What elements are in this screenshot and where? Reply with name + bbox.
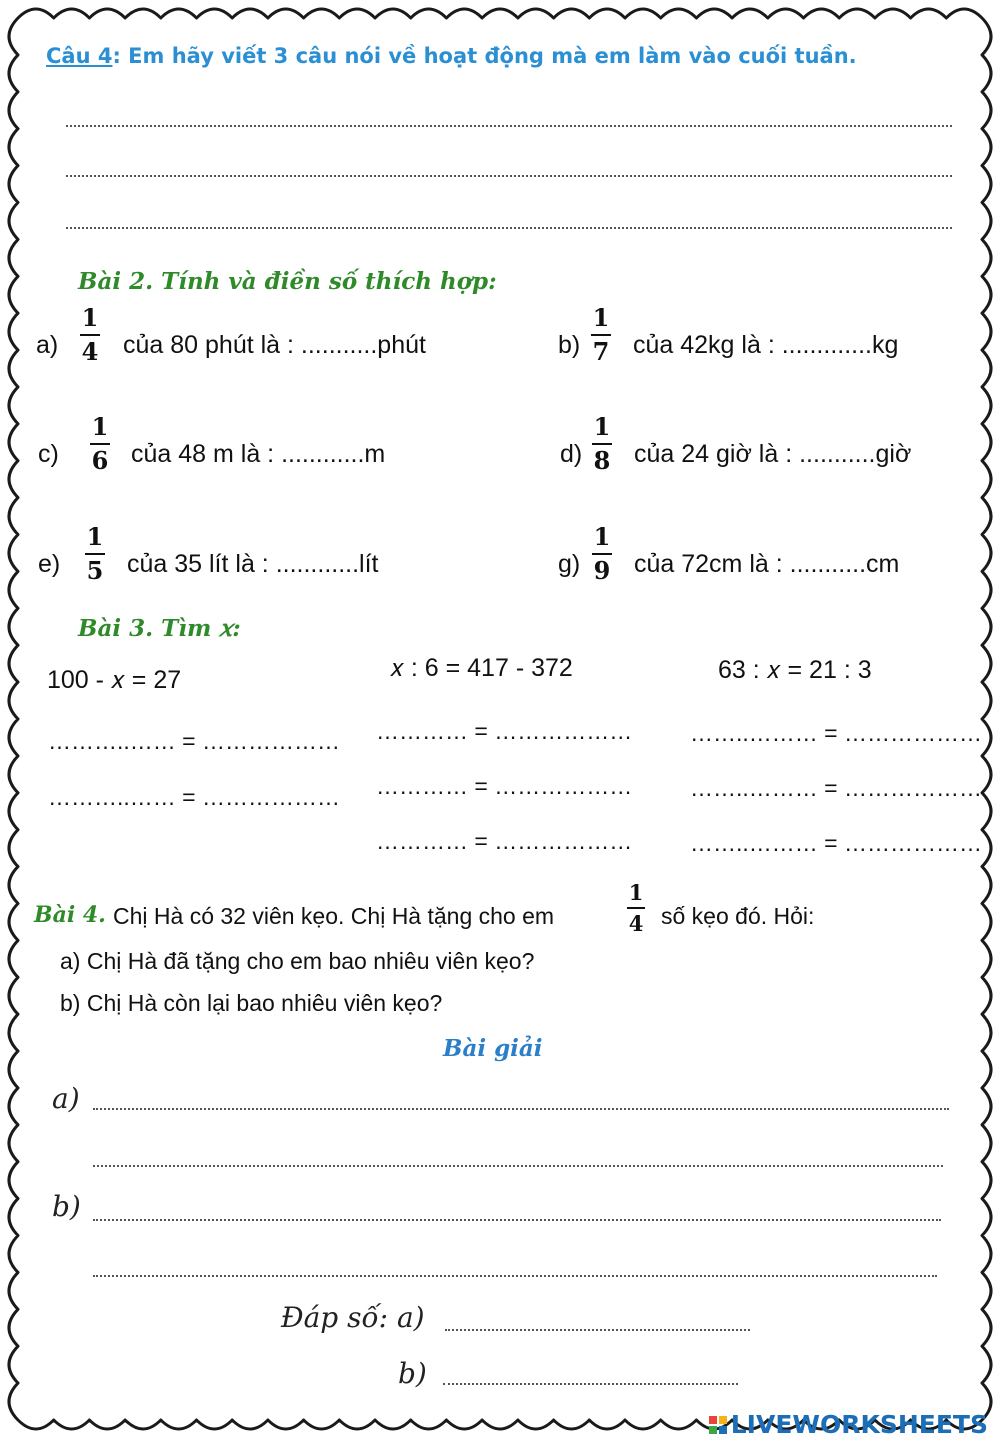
work-line-2-3[interactable]: ………… = ……………… xyxy=(376,828,633,854)
exercise-3-heading: Bài 3. Tìm 𝑥: xyxy=(78,615,241,642)
item-g-text: của 72cm là : ...........cm xyxy=(634,550,900,578)
answer-line-1[interactable] xyxy=(66,125,952,127)
fraction-d-numerator: 1 xyxy=(593,412,611,441)
item-b-label: b) xyxy=(558,331,581,359)
logo-square-2 xyxy=(719,1416,727,1424)
fraction-c xyxy=(90,412,110,475)
exercise-4-question-a: a) Chị Hà đã tặng cho em bao nhiêu viên kẹo? xyxy=(60,948,535,974)
logo-square-1 xyxy=(709,1416,717,1424)
work-line-3-3[interactable]: ……..……… = ……………… xyxy=(690,830,982,856)
fraction-g xyxy=(592,522,612,585)
fraction-e-denominator: 5 xyxy=(86,556,104,585)
fraction-a xyxy=(80,303,100,366)
fraction-a-numerator: 1 xyxy=(81,303,99,332)
logo-square-3 xyxy=(709,1426,717,1434)
work-line-3-1[interactable]: ……..……… = ……………… xyxy=(690,720,982,746)
logo-squares-icon xyxy=(709,1416,727,1434)
answer-label-b: b) xyxy=(398,1357,427,1390)
item-a-text: của 80 phút là : ...........phút xyxy=(123,331,426,359)
solution-line-a-1[interactable] xyxy=(93,1108,949,1110)
answer-line-3[interactable] xyxy=(66,227,952,229)
exercise-2-heading: Bài 2. Tính và điền số thích hợp: xyxy=(78,268,497,295)
answer-line-b[interactable] xyxy=(443,1383,738,1385)
solution-line-b-1[interactable] xyxy=(93,1219,941,1221)
exercise-4-text-2: số kẹo đó. Hỏi: xyxy=(661,903,815,929)
fraction-b xyxy=(591,303,611,366)
exercise-4-text-1: Chị Hà có 32 viên kẹo. Chị Hà tặng cho em xyxy=(113,903,555,929)
logo-text: LIVEWORKSHEETS xyxy=(730,1410,988,1439)
solution-heading: Bài giải xyxy=(443,1035,543,1062)
fraction-a-denominator: 4 xyxy=(81,337,99,366)
fraction-g-denominator: 9 xyxy=(593,556,611,585)
fraction-c-numerator: 1 xyxy=(91,412,109,441)
question-4-title xyxy=(46,44,857,68)
item-b-text: của 42kg là : .............kg xyxy=(633,331,899,359)
fraction-g-numerator: 1 xyxy=(593,522,611,551)
answer-line-a[interactable] xyxy=(445,1329,750,1331)
item-a-label: a) xyxy=(36,331,59,359)
work-line-2-2[interactable]: ………… = ……………… xyxy=(376,773,633,799)
solution-label-a: a) xyxy=(52,1082,80,1115)
exercise-4-label: Bài 4. xyxy=(34,902,106,928)
solution-line-b-2[interactable] xyxy=(93,1275,937,1277)
work-line-3-2[interactable]: ……..……… = ……………… xyxy=(690,775,982,801)
item-c-label: c) xyxy=(38,440,59,468)
answer-line-2[interactable] xyxy=(66,175,952,177)
fraction-exercise-4-numerator: 1 xyxy=(628,880,644,905)
solution-line-a-2[interactable] xyxy=(93,1165,943,1167)
question-4-label: Câu 4 xyxy=(46,44,113,68)
fraction-exercise-4 xyxy=(627,882,645,934)
fraction-b-numerator: 1 xyxy=(592,303,610,332)
equation-2: 𝑥 : 6 = 417 - 372 xyxy=(390,654,573,682)
exercise-4-question-b: b) Chị Hà còn lại bao nhiêu viên kẹo? xyxy=(60,990,443,1016)
item-e-label: e) xyxy=(38,550,61,578)
question-4-text: : Em hãy viết 3 câu nói về hoạt động mà em làm vào cuối tuần. xyxy=(112,44,857,68)
item-g-label: g) xyxy=(558,550,581,578)
fraction-c-denominator: 6 xyxy=(91,446,109,475)
equation-3: 63 : 𝑥 = 21 : 3 xyxy=(718,656,872,684)
work-line-1-2[interactable]: ………..…… = ……………… xyxy=(48,784,340,810)
fraction-b-denominator: 7 xyxy=(592,337,610,366)
solution-label-b: b) xyxy=(52,1190,81,1223)
item-d-label: d) xyxy=(560,440,583,468)
liveworksheets-logo xyxy=(709,1410,988,1439)
fraction-d xyxy=(592,412,612,475)
item-e-text: của 35 lít là : ............lít xyxy=(127,550,379,578)
equation-1: 100 - 𝑥 = 27 xyxy=(47,666,182,694)
fraction-d-denominator: 8 xyxy=(593,446,611,475)
logo-square-4 xyxy=(719,1426,727,1434)
answer-label: Đáp số: a) xyxy=(281,1301,425,1334)
work-line-2-1[interactable]: ………… = ……………… xyxy=(376,718,633,744)
fraction-e-numerator: 1 xyxy=(86,522,104,551)
work-line-1-1[interactable]: ………..…… = ……………… xyxy=(48,728,340,754)
fraction-exercise-4-denominator: 4 xyxy=(628,911,644,936)
item-d-text: của 24 giờ là : ...........giờ xyxy=(634,440,912,468)
item-c-text: của 48 m là : ............m xyxy=(131,440,386,468)
fraction-e xyxy=(85,522,105,585)
